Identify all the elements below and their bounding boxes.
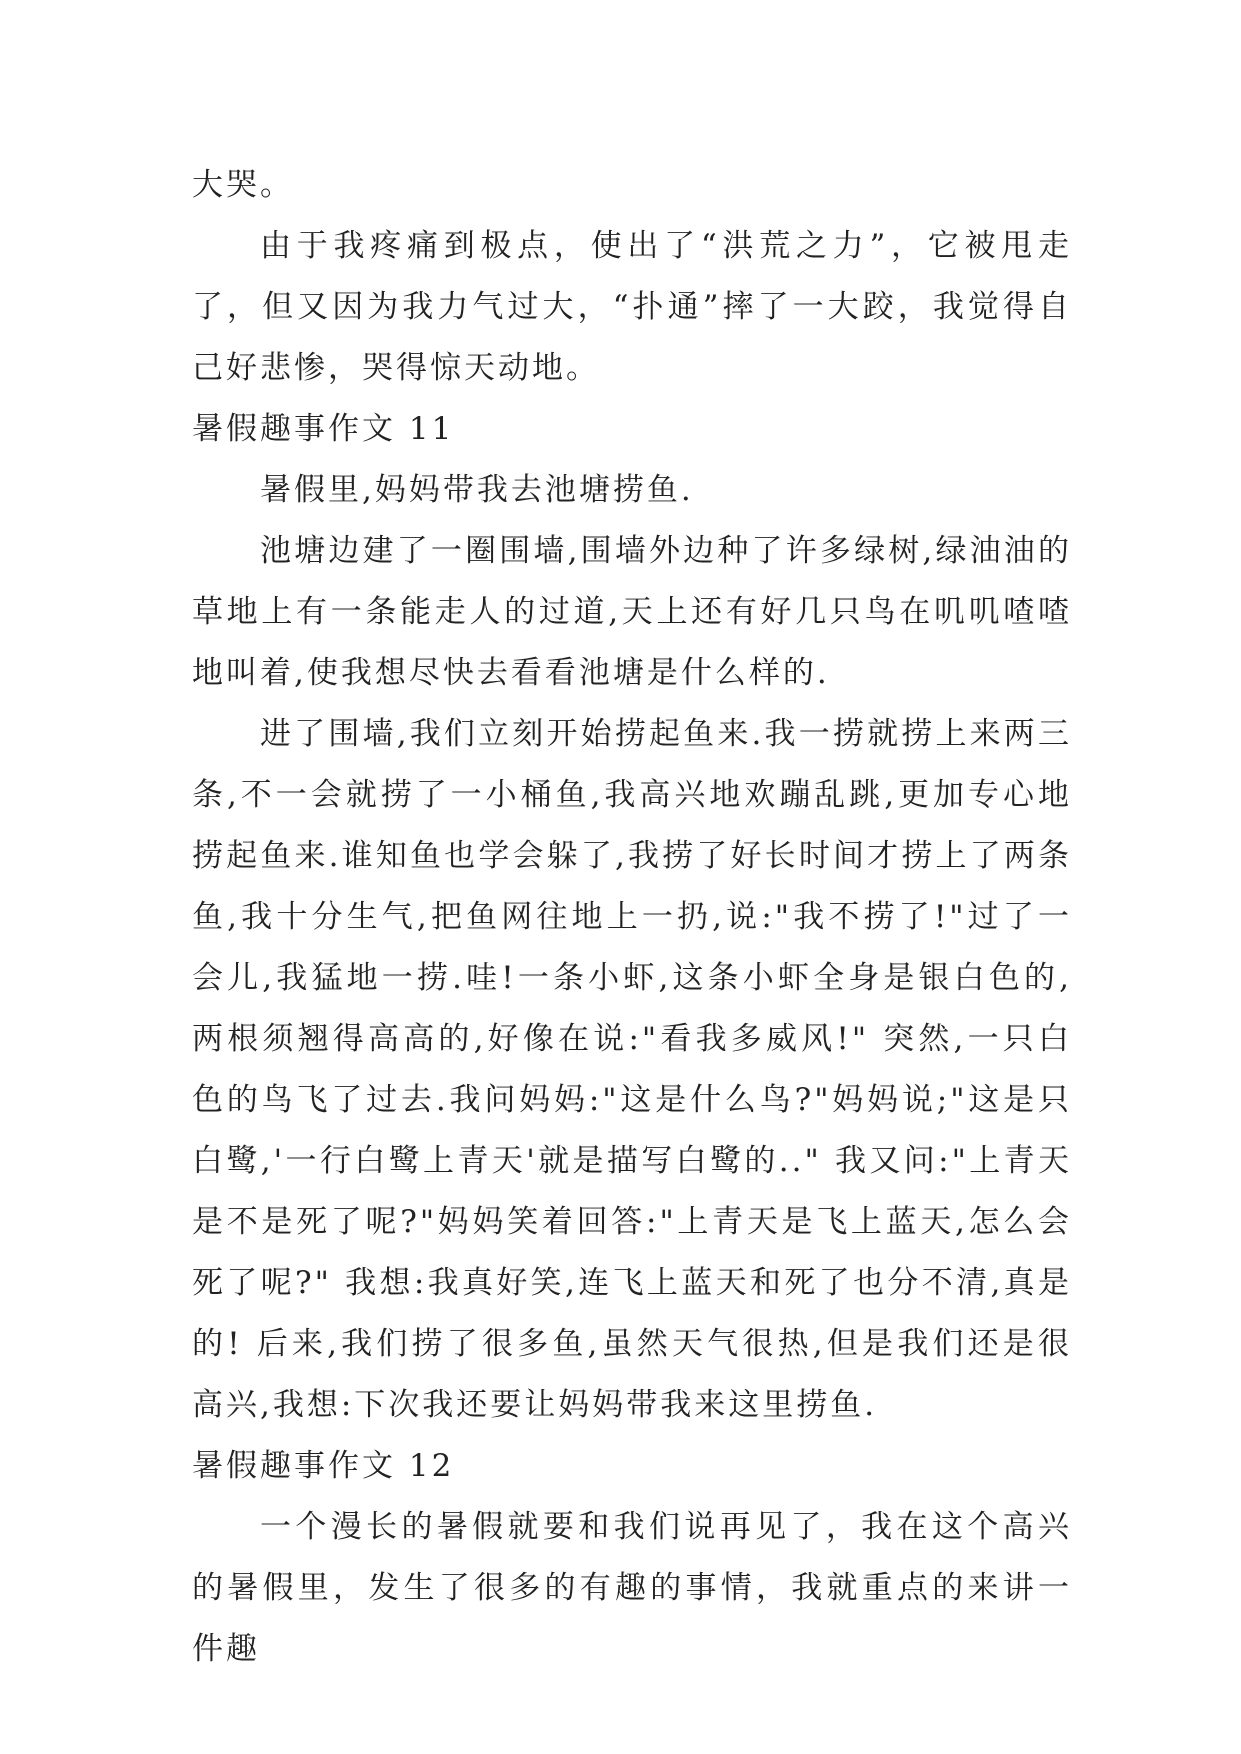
- paragraph-continued: 大哭。: [192, 167, 294, 203]
- section-heading: 暑假趣事作文 11: [192, 411, 455, 447]
- document-body: [192, 155, 1072, 1680]
- paragraph: 暑假里,妈妈带我去池塘捞鱼.: [260, 472, 694, 508]
- paragraph: 由于我疼痛到极点，使出了“洪荒之力”，它被甩走了，但又因为我力气过大，“扑通”摔了一大跤，我觉得自己好悲惨，哭得惊天动地。: [192, 228, 1072, 386]
- paragraph: 一个漫长的暑假就要和我们说再见了，我在这个高兴的暑假里，发生了很多的有趣的事情，我就重点的来讲一件趣: [192, 1509, 1072, 1667]
- paragraph: 池塘边建了一圈围墙,围墙外边种了许多绿树,绿油油的草地上有一条能走人的过道,天上还有好几只鸟在叽叽喳喳地叫着,使我想尽快去看看池塘是什么样的.: [192, 533, 1072, 691]
- paragraph: 进了围墙,我们立刻开始捞起鱼来.我一捞就捞上来两三条,不一会就捞了一小桶鱼,我高兴地欢蹦乱跳,更加专心地捞起鱼来.谁知鱼也学会躲了,我捞了好长时间才捞上了两条鱼,我十分生气,把鱼网往地上一扔,说:"我不捞了!"过了一会儿,我猛地一捞.哇!一条小虾,这条小虾全身是银白色的,两根须翘得高高的,好像在说:"看我多威风!" 突然,一只白色的鸟飞了过去.我问妈妈:"这是什么鸟?"妈妈说;"这是只白鹭,'一行白鹭上青天'就是描写白鹭的.." 我又问:"上青天是不是死了呢?"妈妈笑着回答:"上青天是飞上蓝天,怎么会死了呢?" 我想:我真好笑,连飞上蓝天和死了也分不清,真是的! 后来,我们捞了很多鱼,虽然天气很热,但是我们还是很高兴,我想:下次我还要让妈妈带我来这里捞鱼.: [192, 716, 1072, 1423]
- section-heading: 暑假趣事作文 12: [192, 1448, 455, 1484]
